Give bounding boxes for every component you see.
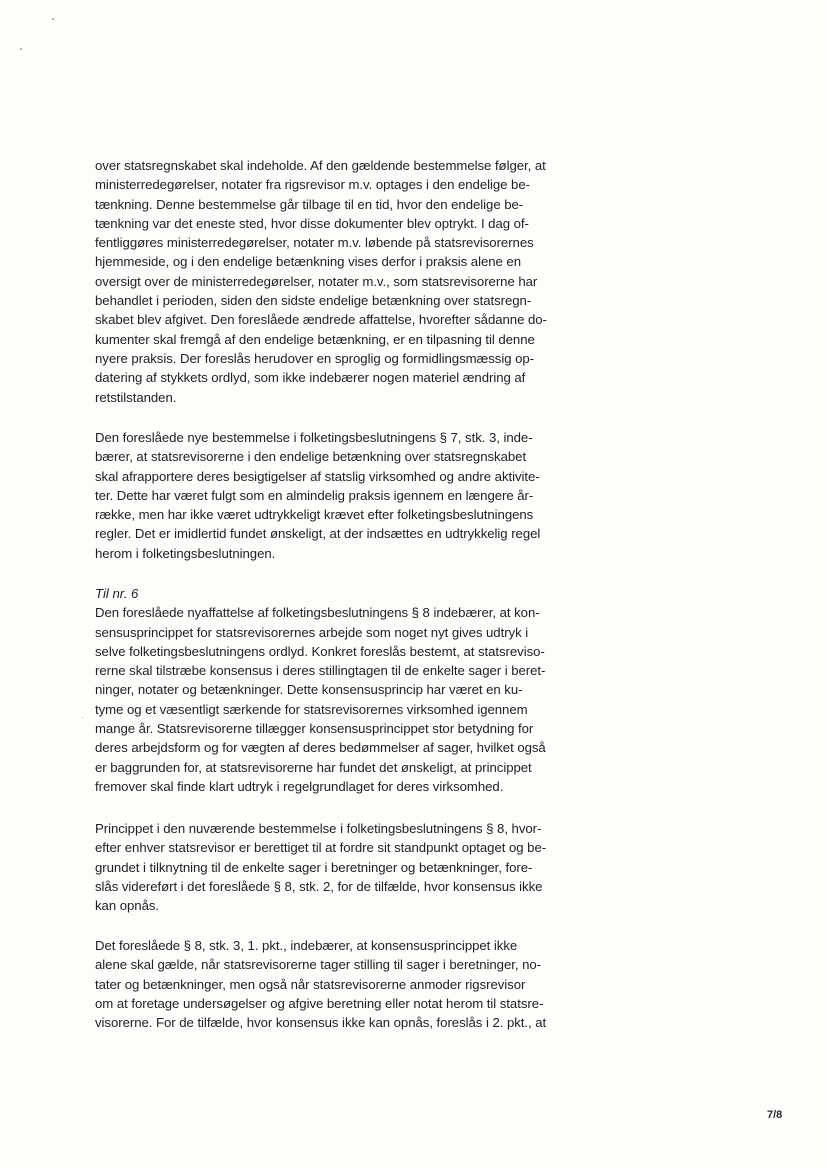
text-line: deres arbejdsform og for vægten af deres bedømmelser af sager, hvilket også [95,740,546,756]
text-line: bærer, at statsrevisorerne i den endelige betænkning over statsregnskabet [95,449,527,465]
paragraph-3 [95,584,585,796]
paragraph-2 [95,428,585,563]
text-line: hjemmeside, og i den endelige betænkning vises derfor i praksis alene en [95,254,521,270]
text-line: kan opnås. [95,898,160,914]
text-line: regler. Det er imidlertid fundet ønskeligt, at der indsættes en udtrykkelig regel [95,526,541,542]
text-line: ter. Dette har været fulgt som en almindelig praksis igennem en længere år- [95,487,534,503]
text-line: Princippet i den nuværende bestemmelse i folketingsbeslutningens § 8, hvor- [95,821,542,836]
text-line: Den foreslåede nye bestemmelse i folketingsbeslutningens § 7, stk. 3, inde- [95,430,533,445]
text-line: rerne skal tilstræbe konsensus i deres stillingtagen til de enkelte sager i beret- [95,663,546,679]
text-line: Det foreslåede § 8, stk. 3, 1. pkt., indebærer, at konsensusprincippet ikke [95,938,518,953]
text-line: skabet blev afgivet. Den foreslåede ændrede affattelse, hvorefter sådanne do- [95,312,547,328]
scan-speck [52,18,54,20]
text-line: række, men har ikke været udtrykkeligt krævet efter folketingsbeslutningens [95,507,534,523]
text-line: skal afrapportere deres besigtigelser af statslig virksomhed og andre aktivite- [95,468,540,484]
text-line: mange år. Statsrevisorerne tillægger konsensusprincippet stor betydning for [95,721,534,737]
text-line: selve folketingsbeslutningens ordlyd. Konkret foreslås bestemt, at statsreviso- [95,643,545,659]
paragraph-5 [95,936,585,1032]
text-line: tænkning var det eneste sted, hvor disse dokumenter blev optrykt. I dag of- [95,215,529,231]
text-line: fentliggøres ministerredegørelser, notater m.v. løbende på statsrevisorernes [95,235,534,251]
text-line: behandlet i perioden, siden den sidste endelige betænkning over statsregn- [95,293,532,309]
text-line: tater og betænkninger, men også når statsrevisorerne anmoder rigsrevisor [95,976,526,992]
text-line: sensusprincippet for statsrevisorernes arbejde som noget nyt gives udtryk i [95,624,529,640]
text-line: er baggrunden for, at statsrevisorerne har fundet det ønskeligt, at princippet [95,759,532,775]
text-line: om at foretage undersøgelser og afgive beretning eller notat herom til statsre- [95,995,544,1011]
paragraph-4 [95,819,585,915]
text-line: fremover skal finde klart udtryk i regelgrundlaget for deres virksomhed. [95,778,504,794]
paragraph-1 [95,156,585,407]
text-line: over statsregnskabet skal indeholde. Af den gældende bestemmelse følger, at [95,158,546,173]
text-line: retstilstanden. [95,389,177,405]
scan-speck [82,717,83,718]
text-line: nyere praksis. Der foreslås herudover en sproglig og formidlingsmæssig op- [95,350,535,366]
text-line: efter enhver statsrevisor er berettiget til at fordre sit standpunkt optaget og be- [95,840,547,856]
text-line: oversigt over de ministerredegørelser, notater m.v., som statsrevisorerne har [95,273,538,289]
text-line: tænkning. Denne bestemmelse går tilbage til en tid, hvor den endelige be- [95,196,524,212]
scan-speck [20,48,22,50]
text-line: slås videreført i det foreslåede § 8, stk. 2, for de tilfælde, hvor konsensus ikke [95,878,543,894]
text-line: herom i folketingsbeslutningen. [95,545,276,561]
section-heading: Til nr. 6 [95,586,139,601]
text-line: ministerredegørelser, notater fra rigsrevisor m.v. optages i den endelige be- [95,177,530,193]
text-line: Den foreslåede nyaffattelse af folketingsbeslutningens § 8 indebærer, at kon- [95,605,540,621]
text-line: kumenter skal fremgå af den endelige betænkning, er en tilpasning til denne [95,331,535,347]
text-line: ninger, notater og betænkninger. Dette konsensusprincip har været en ku- [95,682,523,698]
text-line: alene skal gælde, når statsrevisorerne tager stilling til sager i beretninger, no- [95,957,541,973]
text-line: visorerne. For de tilfælde, hvor konsensus ikke kan opnås, foreslås i 2. pkt., at [95,1015,547,1031]
text-line: grundet i tilknytning til de enkelte sager i beretninger og betænkninger, fore- [95,859,533,875]
page-number: 7/8 [767,1109,783,1121]
text-line: datering af stykkets ordlyd, som ikke indebærer nogen materiel ændring af [95,370,526,386]
text-line: tyme og et væsentligt særkende for statsrevisorernes virksomhed igennem [95,701,528,717]
